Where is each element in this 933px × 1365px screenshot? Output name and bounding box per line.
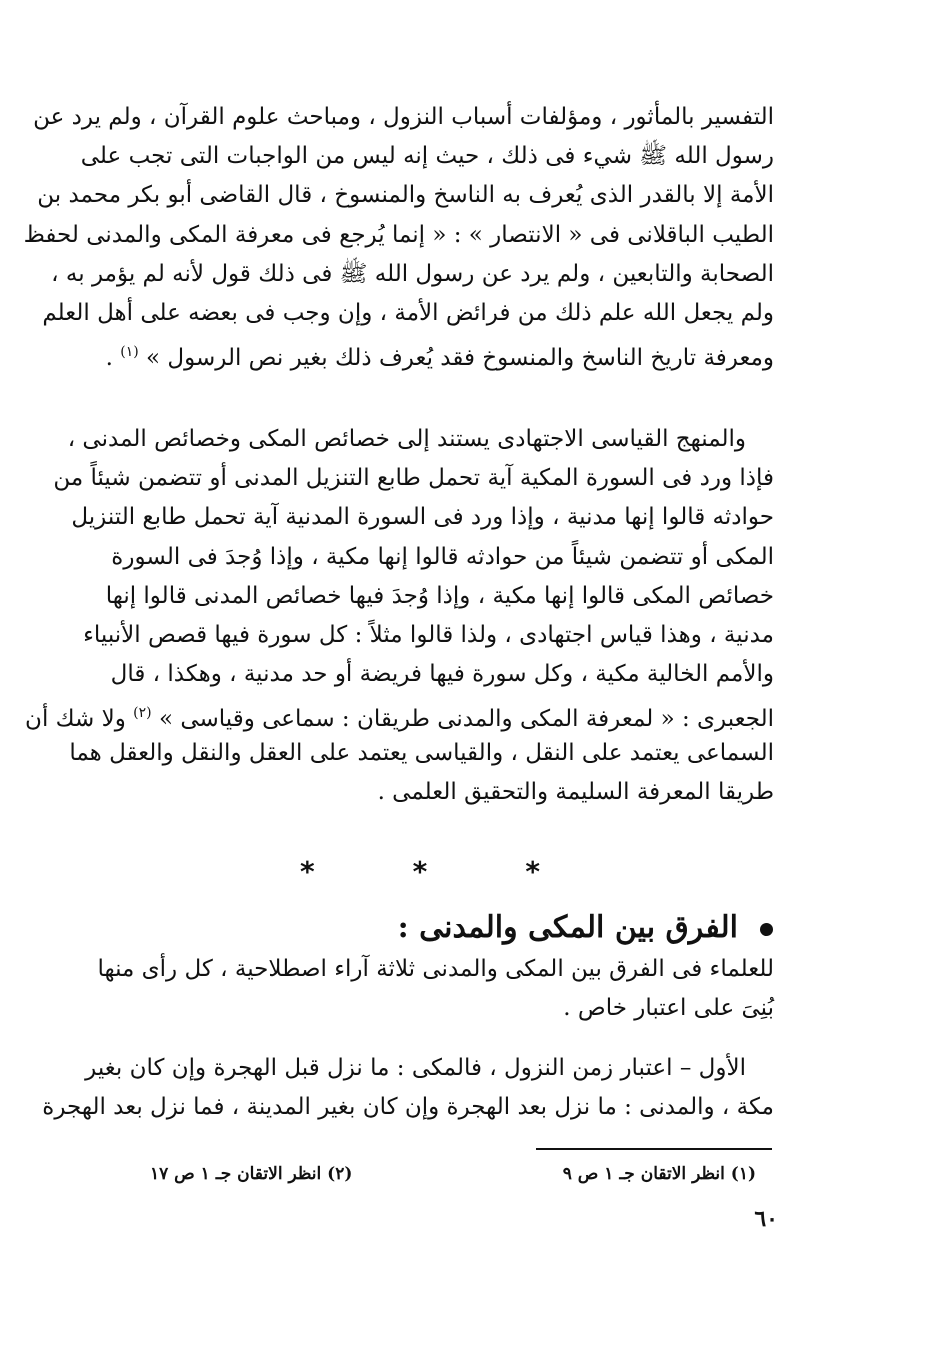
text-line: طريقا المعرفة السليمة والتحقيق العلمى .: [377, 778, 774, 805]
text-line: [25, 694, 774, 733]
asterisk: *: [412, 855, 428, 888]
paragraph-analogical-method: [25, 420, 774, 812]
footnote-1: (١) انظر الاتقان جـ ١ ص ٩: [562, 1164, 756, 1184]
footnote-2: (٢) انظر الاتقان جـ ١ ص ١٧: [150, 1164, 353, 1184]
text-segment: الجعبرى : « لمعرفة المكى والمدنى طريقان : سماعى وقياسى »: [158, 706, 774, 733]
sentence-end: .: [105, 345, 113, 372]
text-segment: ومعرفة تاريخ الناسخ والمنسوخ فقد يُعرف ذلك بغير نص الرسول »: [146, 345, 774, 372]
text-line: فإذا ورد فى السورة المكية آية تحمل طابع التنزيل المدنى أو تتضمن شيئاً من: [53, 465, 774, 492]
footnote-ref: (١): [120, 344, 139, 361]
footnote-divider: [536, 1148, 772, 1150]
section-heading: [398, 906, 773, 950]
asterisk: *: [525, 855, 540, 888]
footnotes: [150, 1164, 756, 1194]
text-line: الصحابة والتابعين ، ولم يرد عن رسول الله ﷺ فى ذلك قول لأنه لم يؤمر به ،: [51, 260, 774, 287]
section-heading-text: الفرق بين المكى والمدنى :: [397, 910, 738, 945]
paragraph-sources: [23, 98, 774, 372]
page-number: ٦٠: [754, 1206, 778, 1232]
footnote-ref: (٢): [133, 705, 152, 722]
paragraph-three-views: [52, 950, 774, 1028]
text-line: بُنِىَ على اعتبار خاص .: [563, 995, 774, 1022]
text-segment: ولا شك أن: [25, 706, 126, 733]
text-line: مكة ، والمدنى : ما نزل بعد الهجرة وإن كان بغير المدينة ، فما نزل بعد الهجرة: [42, 1094, 774, 1121]
text-line: [52, 333, 774, 372]
section-separator: [300, 855, 540, 887]
text-line: المكى أو تتضمن شيئاً من حوادثه قالوا إنها مكية ، وإذا وُجدَ فى السورة: [111, 543, 774, 570]
text-line: السماعى يعتمد على النقل ، والقياسى يعتمد على العقل والنقل والعقل هما: [69, 739, 774, 766]
text-line: والمنهج القياسى الاجتهادى يستند إلى خصائص المكى وخصائص المدنى ،: [67, 426, 746, 452]
text-line: للعلماء فى الفرق بين المكى والمدنى ثلاثة آراء اصطلاحية ، كل رأى منها: [97, 956, 774, 982]
paragraph-first-view: [42, 1049, 774, 1127]
text-line: خصائص المكى قالوا إنها مكية ، وإذا وُجدَ فيها خصائص المدنى قالوا إنها: [105, 582, 774, 609]
text-line: مدنية ، وهذا قياس اجتهادى ، ولذا قالوا مثلاً : كل سورة فيها قصص الأنبياء: [83, 621, 774, 648]
text-line: والأمم الخالية مكية ، وكل سورة فيها فريضة أو حد مدنية ، وهكذا ، قال: [110, 661, 774, 688]
text-line: الأمة إلا بالقدر الذى يُعرف به الناسخ والمنسوخ ، قال القاضى أبو بكر محمد بن: [37, 182, 774, 209]
text-line: ولم يجعل الله علم ذلك من فرائض الأمة ، وإن وجب فى بعضه على أهل العلم: [42, 299, 774, 326]
asterisk: *: [300, 855, 315, 888]
text-line: التفسير بالمأثور ، ومؤلفات أسباب النزول ، ومباحث علوم القرآن ، ولم يرد عن: [33, 104, 774, 130]
text-line: رسول الله ﷺ شيء فى ذلك ، حيث إنه ليس من الواجبات التى تجب على: [80, 143, 774, 170]
text-line: الطيب الباقلانى فى « الانتصار » : « إنما يُرجع فى معرفة المكى والمدنى لحفظ: [23, 221, 774, 248]
text-line: الأول – اعتبار زمن النزول ، فالمكى : ما نزل قبل الهجرة وإن كان بغير: [85, 1055, 746, 1081]
bullet-icon: [760, 923, 773, 936]
text-line: حوادثه قالوا إنها مدنية ، وإذا ورد فى السورة المدنية آية تحمل طابع التنزيل: [71, 504, 774, 531]
